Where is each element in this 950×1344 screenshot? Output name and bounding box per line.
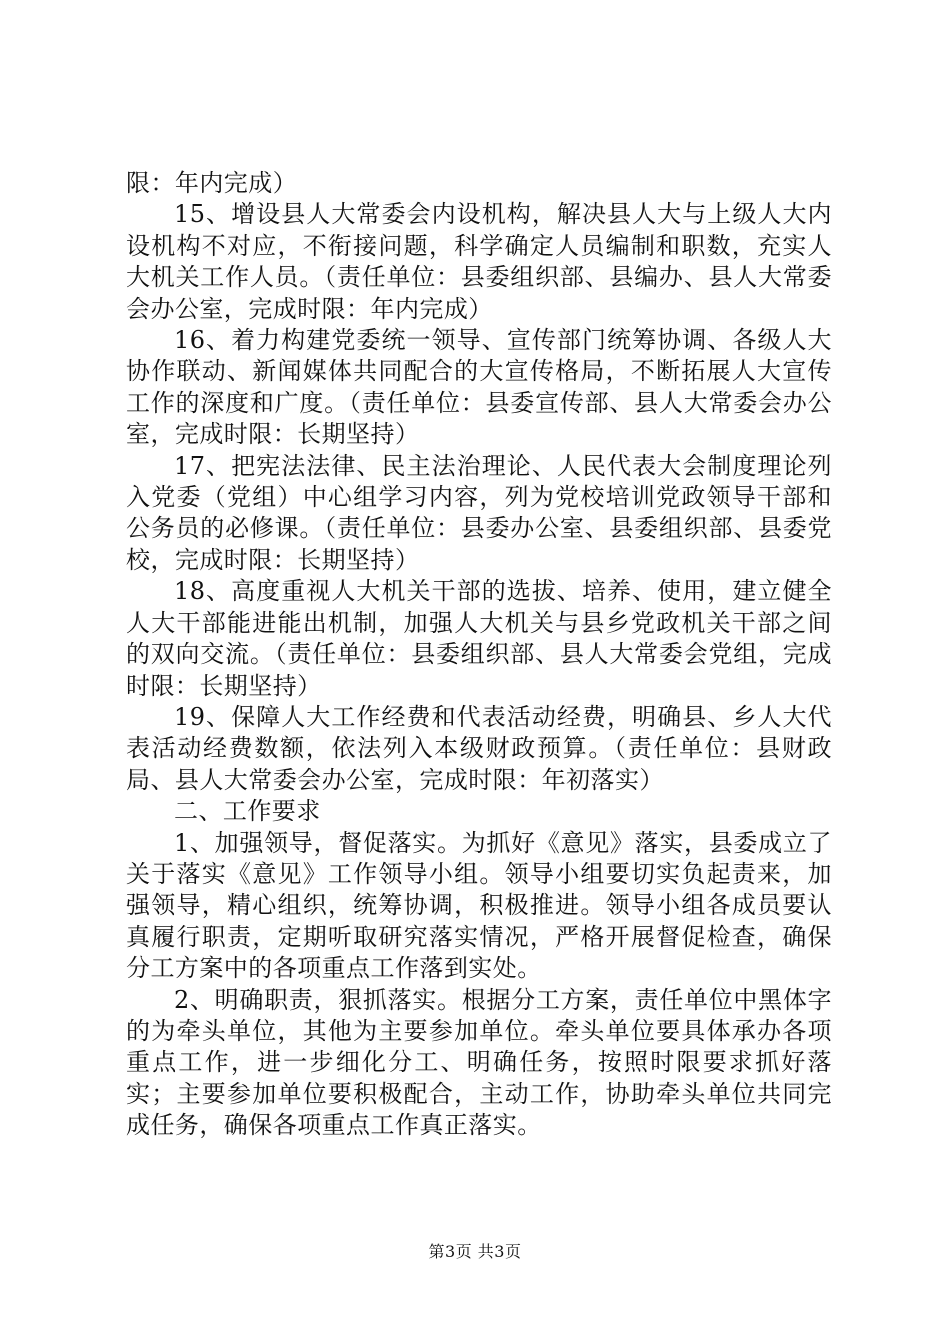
paragraph-item-18: 18、高度重视人大机关干部的选拔、培养、使用，建立健全人大干部能进能出机制，加强人大机关与县乡党政机关干部之间的双向交流。（责任单位：县委组织部、县人大常委会党组，完成时限：长期坚持） <box>126 577 832 700</box>
page-footer <box>0 1241 950 1263</box>
paragraph-item-15: 15、增设县人大常委会内设机构，解决县人大与上级人大内设机构不对应，不衔接问题，科学确定人员编制和职数，充实人大机关工作人员。（责任单位：县委组织部、县编办、县人大常委会办公室，完成时限：年内完成） <box>126 200 832 323</box>
paragraph-item-16: 16、着力构建党委统一领导、宣传部门统筹协调、各级人大协作联动、新闻媒体共同配合的大宣传格局，不断拓展人大宣传工作的深度和广度。（责任单位：县委宣传部、县人大常委会办公室，完成时限：长期坚持） <box>126 326 832 449</box>
paragraph-requirement-2: 2、明确职责，狠抓落实。根据分工方案，责任单位中黑体字的为牵头单位，其他为主要参加单位。牵头单位要具体承办各项重点工作，进一步细化分工、明确任务，按照时限要求抓好落实；主要参加单位要积极配合，主动工作，协助牵头单位共同完成任务，确保各项重点工作真正落实。 <box>126 985 832 1140</box>
paragraph-item-17: 17、把宪法法律、民主法治理论、人民代表大会制度理论列入党委（党组）中心组学习内容，列为党校培训党政领导干部和公务员的必修课。（责任单位：县委办公室、县委组织部、县委党校，完成时限：长期坚持） <box>126 451 832 574</box>
document-body <box>126 168 832 1142</box>
paragraph-requirement-1: 1、加强领导，督促落实。为抓好《意见》落实，县委成立了关于落实《意见》工作领导小组。领导小组要切实负起责来，加强领导，精心组织，统筹协调，积极推进。领导小组各成员要认真履行职责，定期听取研究落实情况，严格开展督促检查，确保分工方案中的各项重点工作落到实处。 <box>126 828 832 983</box>
paragraph-item-19: 19、保障人大工作经费和代表活动经费，明确县、乡人大代表活动经费数额，依法列入本级财政预算。（责任单位：县财政局、县人大常委会办公室，完成时限：年初落实） <box>126 702 832 794</box>
page-number-label: 第3页 共3页 <box>428 1242 522 1261</box>
section-heading-work-requirements: 二、工作要求 <box>174 797 321 826</box>
paragraph-continuation: 限：年内完成） <box>126 169 298 197</box>
